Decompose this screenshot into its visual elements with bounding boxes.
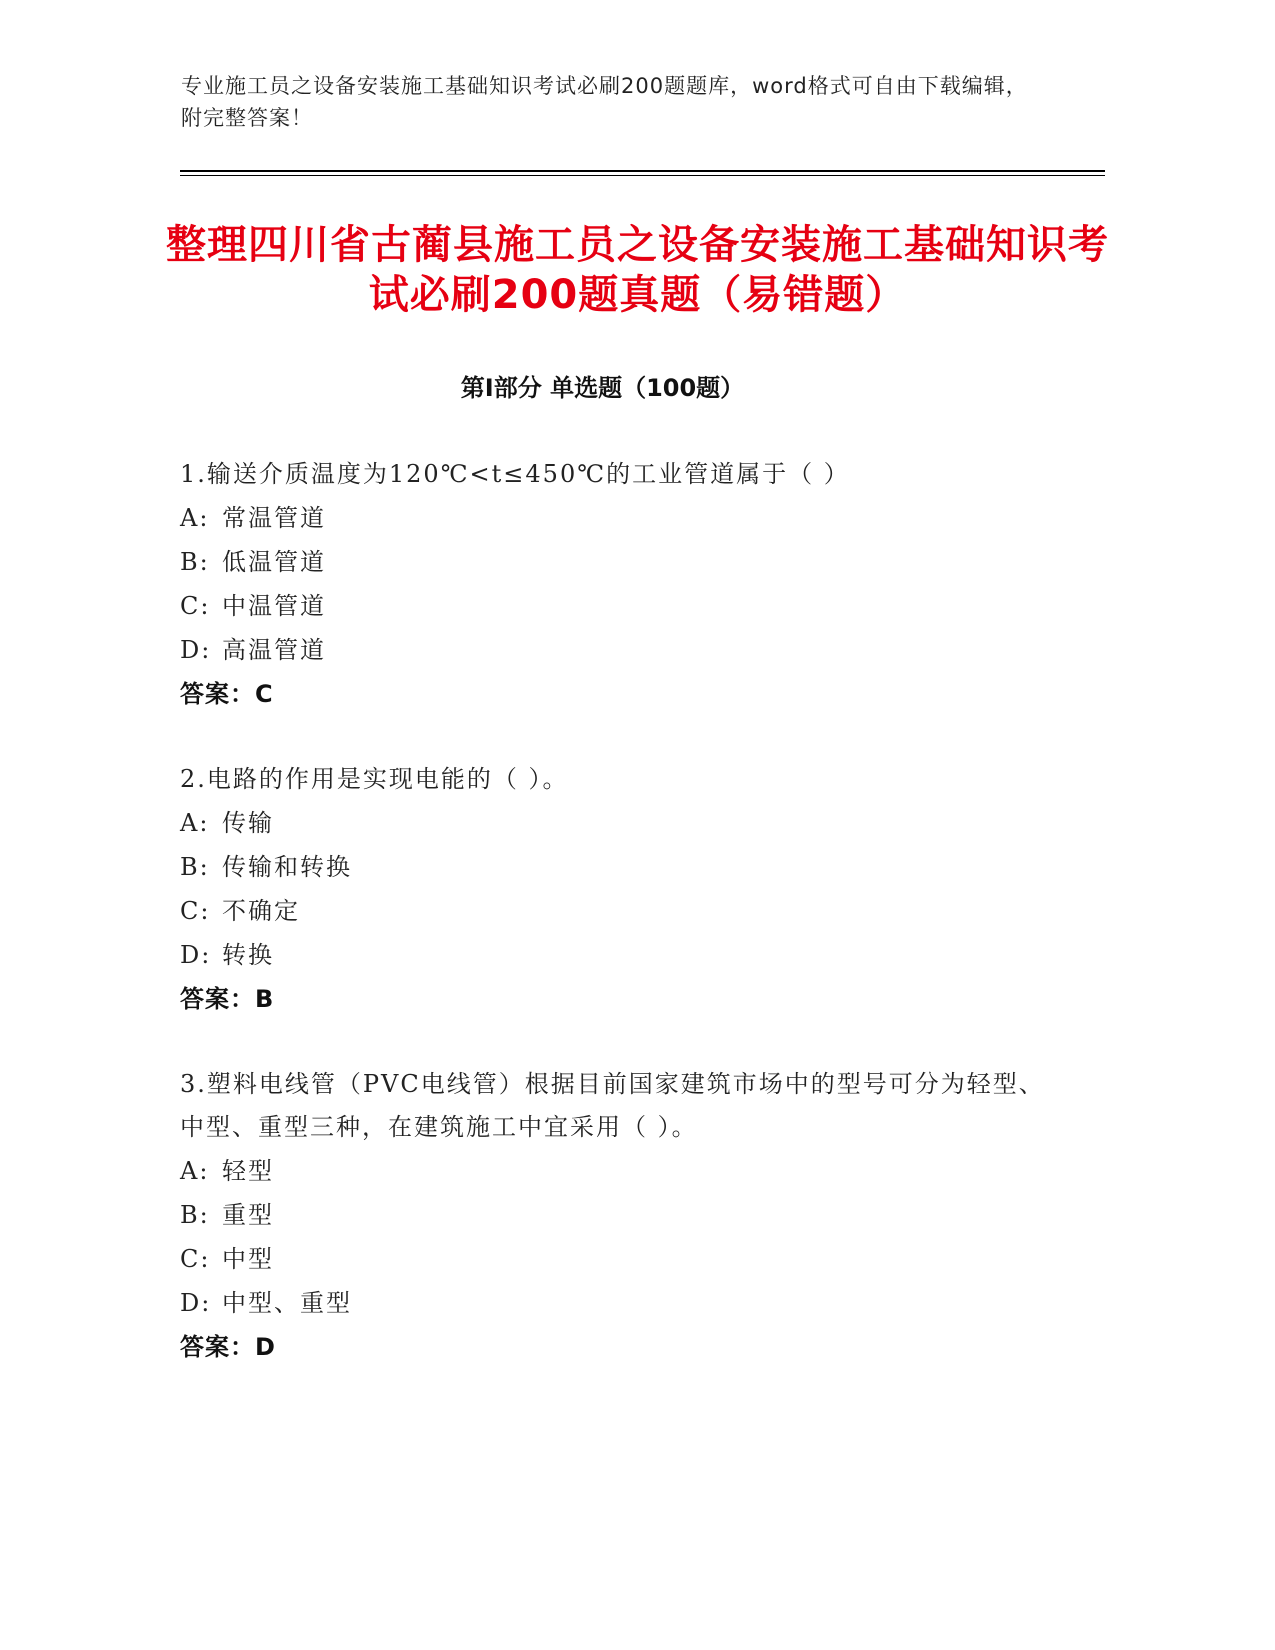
option-letter: A:: [180, 1157, 210, 1185]
option-letter: B:: [180, 853, 210, 881]
option-letter: C:: [180, 1245, 211, 1273]
section-title: 第Ⅰ部分 单选题（100题）: [460, 374, 745, 402]
document-title: 整理四川省古蔺县施工员之设备安装施工基础知识考试必刷200题真题（易错题）: [166, 222, 1109, 318]
option-text: 高温管道: [222, 636, 326, 664]
question-stem: 3.塑料电线管（PVC电线管）根据目前国家建筑市场中的型号可分为轻型、中型、重型三种，在建筑施工中宜采用（ ）。: [180, 1070, 1045, 1141]
answer: 答案：C: [180, 680, 274, 708]
option-d: [180, 1281, 1060, 1325]
option-letter: B:: [180, 1201, 210, 1229]
question-2: [180, 758, 1060, 1021]
header-divider-thin: [180, 175, 1105, 176]
header-divider-thick: [180, 170, 1105, 172]
option-c: [180, 1237, 1060, 1281]
option-letter: B:: [180, 548, 210, 576]
header-note: 专业施工员之设备安装施工基础知识考试必刷200题题库，word格式可自由下载编辑，附完整答案！: [181, 74, 1028, 130]
option-letter: D:: [180, 941, 212, 969]
option-text: 传输和转换: [222, 853, 352, 881]
option-letter: C:: [180, 592, 211, 620]
option-text: 传输: [222, 809, 274, 837]
option-c: [180, 584, 1060, 628]
option-letter: D:: [180, 636, 212, 664]
option-letter: C:: [180, 897, 211, 925]
option-c: [180, 889, 1060, 933]
option-d: [180, 628, 1060, 672]
option-b: [180, 845, 1060, 889]
option-a: [180, 801, 1060, 845]
option-b: [180, 1193, 1060, 1237]
question-stem: 2.电路的作用是实现电能的（ ）。: [180, 765, 569, 793]
answer: 答案：B: [180, 985, 275, 1013]
option-a: [180, 1149, 1060, 1193]
option-text: 不确定: [222, 897, 300, 925]
option-text: 中型、重型: [222, 1289, 352, 1317]
option-text: 转换: [222, 941, 274, 969]
question-3: [180, 1063, 1060, 1369]
option-text: 轻型: [222, 1157, 274, 1185]
option-text: 中温管道: [222, 592, 326, 620]
option-d: [180, 933, 1060, 977]
option-text: 重型: [222, 1201, 274, 1229]
option-text: 常温管道: [222, 504, 326, 532]
option-letter: A:: [180, 809, 210, 837]
question-1: [180, 453, 1060, 716]
option-text: 中型: [222, 1245, 274, 1273]
option-b: [180, 540, 1060, 584]
question-stem: 1.输送介质温度为120℃<t≤450℃的工业管道属于（ ）: [180, 460, 850, 488]
option-text: 低温管道: [222, 548, 326, 576]
option-letter: A:: [180, 504, 210, 532]
answer: 答案：D: [180, 1333, 276, 1361]
option-letter: D:: [180, 1289, 212, 1317]
option-a: [180, 496, 1060, 540]
